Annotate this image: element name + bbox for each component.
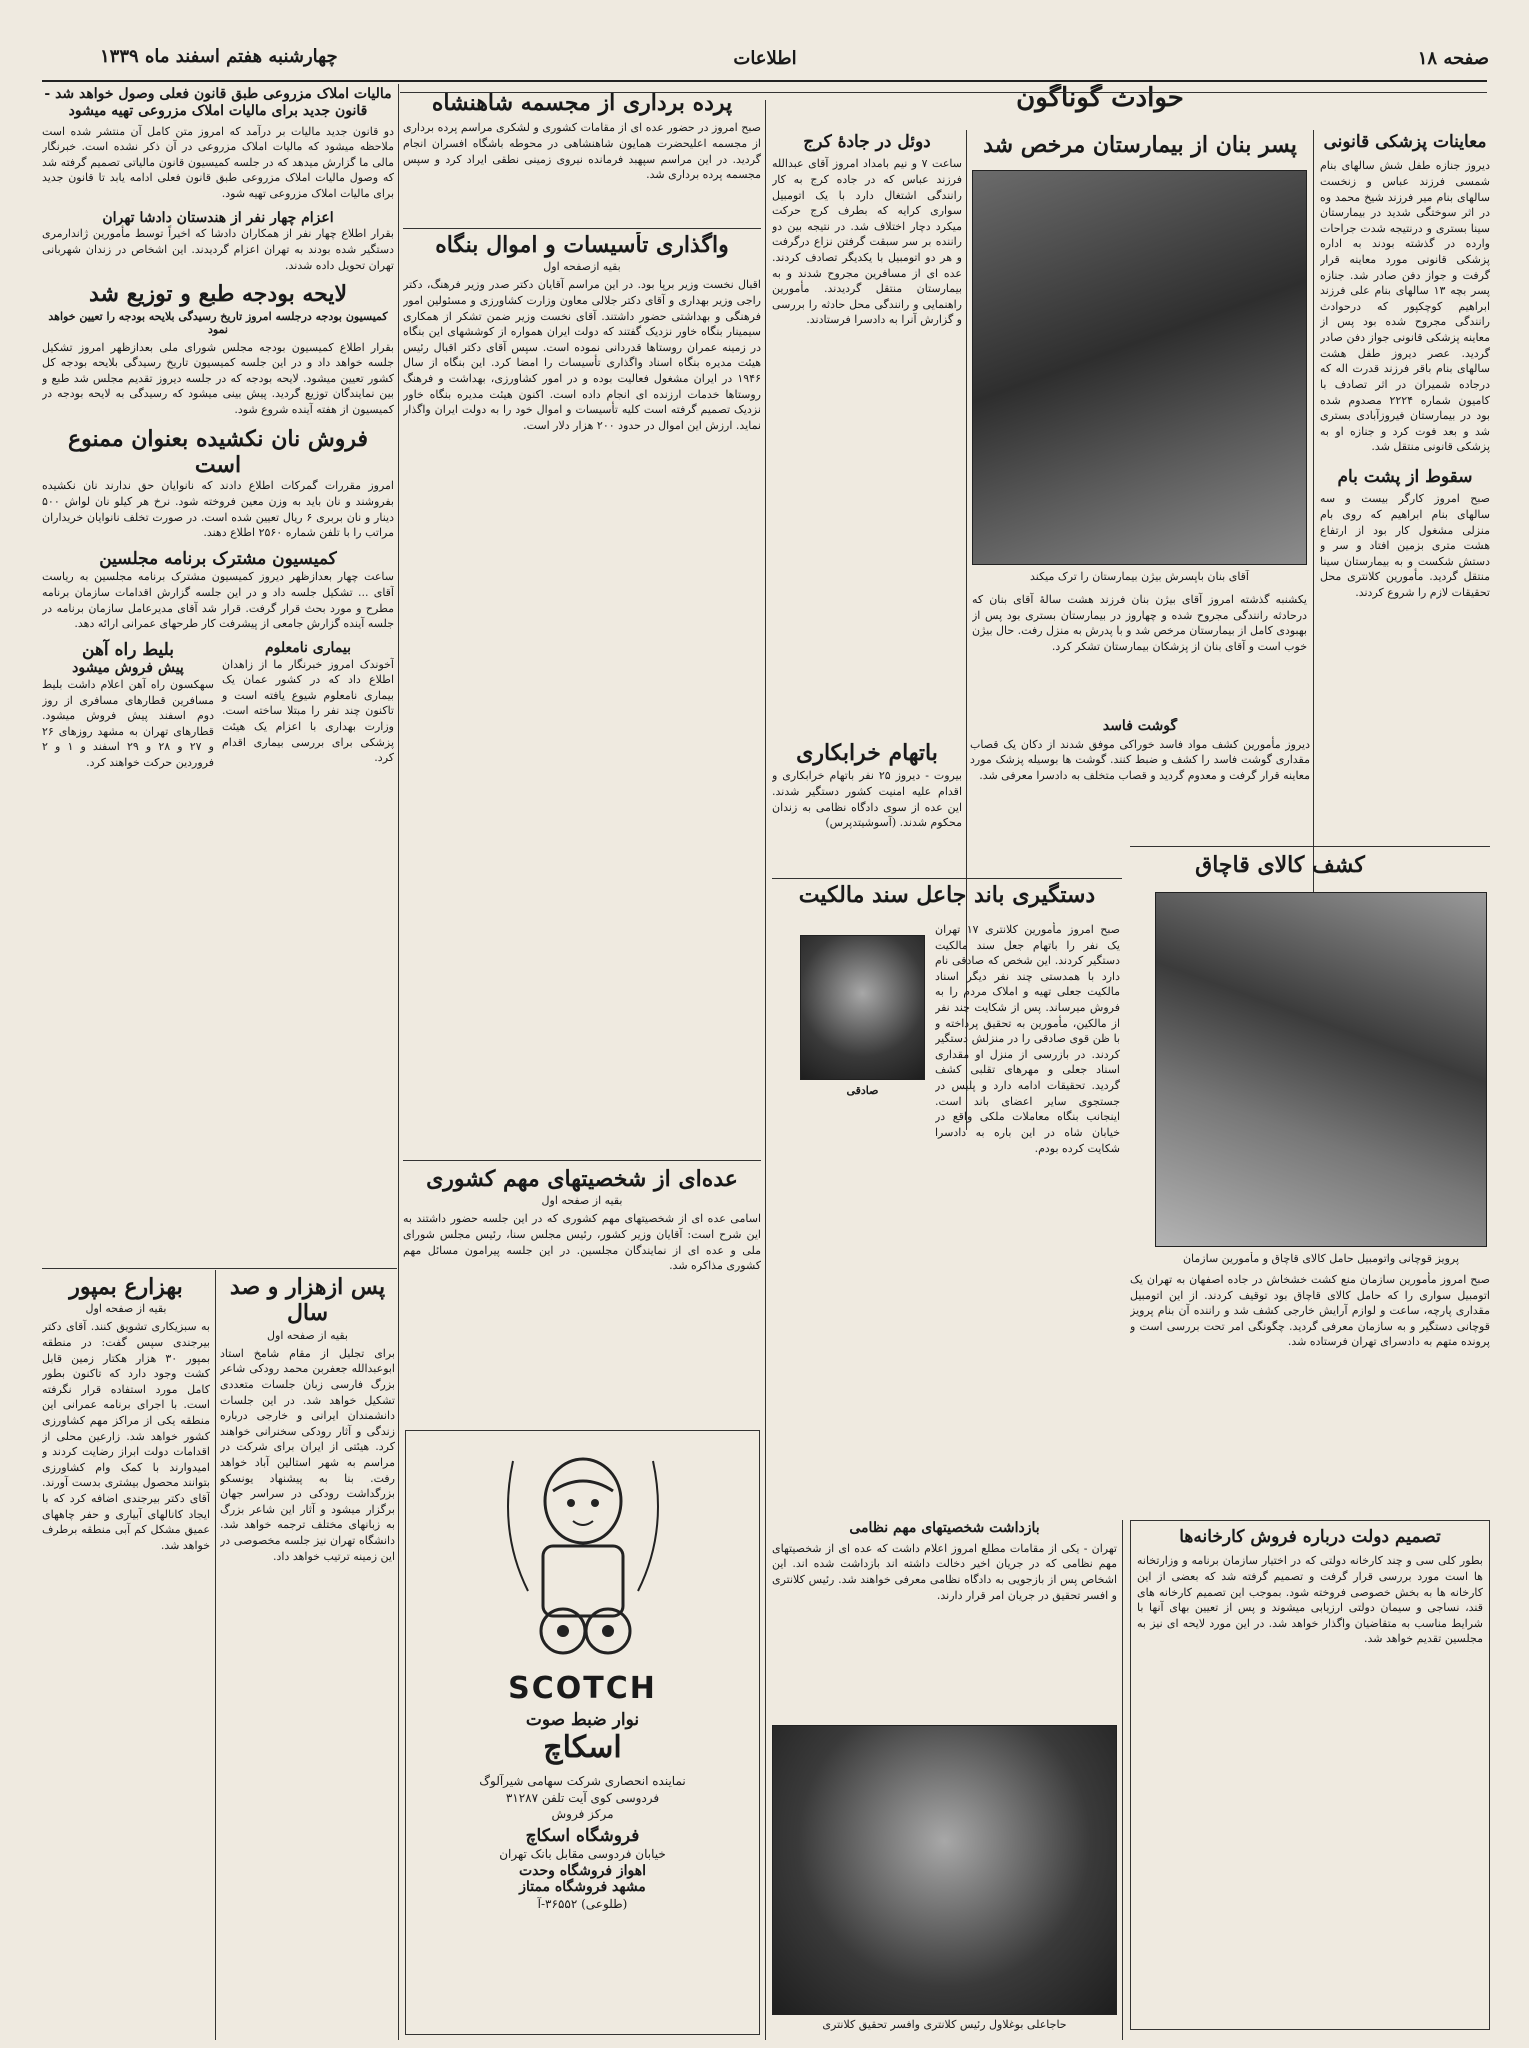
page-number: صفحه ۱۸ xyxy=(1417,48,1489,69)
officials-caption: حاجاعلی بوغلاول رئیس کلانتری وافسر تحقیق کلانتری xyxy=(822,2018,1067,2031)
rotten-meat-title: گوشت فاسد xyxy=(1102,718,1178,734)
joint-commission-body: ساعت چهار بعدازظهر دیروز کمیسیون مشترک برنامه مجلسین به ریاست آقای ... تشکیل جلسه داد و در این جلسه گزارش اقدامات سازمان برنامه مطرح و مورد بحث قرار گرفت. قرار شد آقای مدیرعامل سازمان برنامه در جلسه آینده گزارش جامعی از پیشرفت کار طرحهای عمرانی ارائه دهد. xyxy=(42,570,394,631)
disease-title: بیماری نامعلوم xyxy=(264,639,352,656)
roof-fall-body: صبح امروز کارگر بیست و سه سالهای بنام ابراهیم که روی بام منزلی مشغول کار بود از ارتفاع هشت متری بزمین افتاد و سر و دستش شکست و به بیمارستان سینا منتقل گردید. مأمورین کلانتری محل تحقیقات لازم را شروع کردند. xyxy=(1320,492,1490,600)
taxes-title: مالیات املاک مزروعی طبق قانون فعلی وصول خواهد شد - قانون جدید برای مالیات املاک مزروعی تهیه میشود xyxy=(44,86,392,119)
ticket-box xyxy=(42,640,214,771)
rotten-meat-article xyxy=(970,718,1310,848)
suspect-caption: صادقی xyxy=(846,1084,879,1097)
column-rule xyxy=(215,1270,216,2040)
bottom-pair xyxy=(42,640,394,771)
section-rule xyxy=(42,1268,397,1269)
personalities-body: اسامی عده ای از شخصیتهای مهم کشوری که در این جلسه حضور داشتند به این شرح است: آقایان وزیر کشور، رئیس مجلس سنا، رئیس مجلس شورای ملی و عده ای از نمایندگان مجلسین. در این جلسه پیرامون مسائل مهم کشوری مذاکره شد. xyxy=(403,1212,761,1273)
officials-photo xyxy=(772,1725,1117,2015)
fraud-title: باتهام خرابکاری xyxy=(796,740,938,766)
ad-store: فروشگاه اسکاچ xyxy=(525,1825,640,1846)
disease-body: آخوندک امروز خبرنگار ما از زاهدان اطلاع داد که در کشور عمان یک بیماری نامعلوم شیوع یافته است و تاکنون چند نفر را مبتلا ساخته است. وزارت بهداری با اعزام یک هیئت پزشکی برای بررسی بیماری اقدام کرد. xyxy=(222,657,394,765)
ad-line-2: مرکز فروش xyxy=(551,1806,614,1821)
fraud-article xyxy=(772,740,962,880)
ad-line-3: خیابان فردوسی مقابل بانک تهران xyxy=(499,1847,666,1862)
ad-phone-tag: (طلوعی) ۳۶۵۵۲-آ xyxy=(537,1897,628,1912)
officials-body: تهران - یکی از مقامات مطلع امروز اعلام داشت که عده ای از شخصیتهای مهم نظامی که در جریان اخیر دخالت داشته اند بازداشت شده اند. این اشخاص پس از بازجویی به دادگاه نظامی معرفی خواهند شد. رئیس کلانتری و افسر تحقیق در جریان امر قرار دارند. xyxy=(772,1541,1117,1602)
events-banner: حوادث گوناگون xyxy=(1016,84,1184,113)
personalities-sub: بقیه از صفحه اول xyxy=(541,1194,623,1208)
bank-transfer-title: واگذاری تأسیسات و اموال بنگاه xyxy=(435,232,729,258)
brand-latin: SCOTCH xyxy=(508,1671,657,1706)
centenary-article xyxy=(220,1274,395,2034)
brand-fa: اسکاچ xyxy=(543,1730,622,1766)
column-rule xyxy=(398,84,399,2040)
bank-transfer-article xyxy=(403,232,761,1152)
ad-importer: نماینده انحصاری شرکت سهامی شیرآلوگ xyxy=(479,1774,686,1789)
contraband-title: کشف کالای قاچاق xyxy=(1195,852,1365,878)
bampoor-body: به سبزیکاری تشویق کنند. آقای دکتر بیرجندی سپس گفت: در منطقه بمپور ۳۰ هزار هکتار زمین قابل کشت وجود دارد که تاکنون بطور کامل مورد استفاده قرار نگرفته است. با اجرای برنامه عمرانی این منطقه یکی از مراکز مهم کشاورزی کشور خواهد شد. زارعین محلی از اقدامات دولت ابراز رضایت کردند و امیدوارند با کمک وام کشاورزی بتوانند محصول بیشتری بدست آورند. آقای دکتر بیرجندی اضافه کرد که با ایجاد کانالهای آبیاری و حفر چاههای عمیق مشکل کم آبی منطقه برطرف خواهد شد. xyxy=(42,1320,210,1552)
unveiling-article xyxy=(403,90,761,225)
bampoor-sub: بقیه از صفحه اول xyxy=(85,1302,167,1316)
column-rule xyxy=(765,100,766,2040)
personalities-title: عده‌ای از شخصیتهای مهم کشوری xyxy=(426,1166,738,1192)
masthead-rule xyxy=(42,80,1487,82)
ad-line-4: اهواز فروشگاه وحدت xyxy=(518,1862,647,1879)
section-rule xyxy=(772,878,1122,879)
unveiling-body: صبح امروز در حضور عده ای از مقامات کشوری و لشکری مراسم پرده برداری از مجسمه اعلیحضرت همایون شاهنشاهی در محوطه باشگاه افسران انجام گردید. در این مراسم سپهبد فرمانده نیروی زمینی نطقی ایراد کرد و سپس مجسمه پرده برداری شد. xyxy=(403,121,761,182)
section-rule xyxy=(403,228,761,229)
budget-body: بقرار اطلاع کمیسیون بودجه مجلس شورای ملی بعدازظهر امروز تشکیل جلسه خواهد داد و در این جلسه کمیسیون تاریخ رسیدگی بلایحه بودجه کل کشور تعیین میشود. لایحه بودجه که در جلسه دیروز تقدیم مجلس شد طبع و بین نمایندگان توزیع گردید. پیش بینی میشود که رسیدگی به لایحه بودجه در کمیسیون از هفته آینده شروع شود. xyxy=(42,340,394,417)
bank-transfer-sub: بقیه ازصفحه اول xyxy=(543,260,621,274)
unveiling-title: پرده برداری از مجسمه شاهنشاه xyxy=(431,90,733,116)
budget-title: لایحه بودجه طبع و توزیع شد xyxy=(88,281,348,308)
banan-photo xyxy=(972,170,1307,565)
factories-title: تصمیم دولت درباره فروش کارخانه‌ها xyxy=(1179,1527,1441,1547)
banan-body: یکشنبه گذشته امروز آقای بیژن بنان فرزند هشت سالهٔ آقای بنان که درحادثه رانندگی مجروح شده و چهاروز در بیمارستان بستری بود پس از بهبودی کامل از بیمارستان مرخص شد و با پدرش به منزل رفت. حال بیژن خوب است و آقای بنان از پزشکان بیمارستان تشکر کرد. xyxy=(972,593,1307,653)
ticket-sub: پیش فروش میشود xyxy=(72,660,184,677)
column-rule xyxy=(1122,1520,1123,2040)
centenary-sub: بقیه از صفحه اول xyxy=(267,1328,348,1342)
paper-name: اطلاعات xyxy=(733,48,797,69)
suspect-photo xyxy=(800,935,925,1080)
ad-line-5: مشهد فروشگاه ممتاز xyxy=(519,1879,646,1896)
fraud-body: بیروت - دیروز ۲۵ نفر باتهام خرابکاری و اقدام علیه امنیت کشور دستگیر شدند. این عده از سوی دادگاه نظامی به زندان محکوم شدند. (آسوشیتدپرس) xyxy=(772,769,962,830)
ticket-body: سهکسون راه آهن اعلام داشت بلیط مسافرین قطارهای مسافری از روز دوم اسفند پیش فروش میشود. قطارهای تهران به مشهد روزهای ۲۶ و ۲۷ و ۲۸ و ۲۹ اسفند و ۱ و ۲ فروردین حرکت خواهند کرد. xyxy=(42,677,214,769)
ad-product: نوار ضبط صوت xyxy=(525,1710,640,1730)
section-rule xyxy=(403,1160,761,1161)
contraband-body: صبح امروز مأمورین سازمان منع کشت خشخاش در جاده اصفهان به تهران یک اتومبیل سواری را که حامل کالای قاچاق بود توقیف کردند. از این اتومبیل مقداری پارچه، ساعت و لوازم آرایش خارجی کشف شد و راننده آن بنام پرویز قوچانی دستگیر و به سازمان معرفی گردید. چگونگی امر تحت بررسی است و پرونده متهم به دادسرای تهران فرستاده شد. xyxy=(1130,1273,1490,1349)
duel-title: دوئل در جادهٔ کرج xyxy=(803,132,931,152)
contraband-photo xyxy=(1155,892,1487,1247)
issue-date: چهارشنبه هفتم اسفند ماه ۱۳۳۹ xyxy=(100,46,338,67)
centenary-title: پس ازهزار و صد سال xyxy=(229,1274,386,1327)
duel-article xyxy=(772,132,962,732)
legal-medicine-body: دیروز جنازه طفل شش سالهای بنام شمسی فرزند عباس و زنخست سالهای بنام میر فرزند شیخ محمد وه در اثر سوختگی شدید در بیمارستان سینا بستری و درنتیجه شدت جراحات وارده در گذشته بودند به اداره پزشکی قانونی مورد معاینه قرار گرفت و جواز دفن صادر شد. جنازه پسر بچه ۱۳ سالهای بنام علی فرزند ابراهیم کوچکپور که درحوادث رانندگی مجروح شده بود پس از معاینه پزشکی قانونی جواز دفن صادر گردید. عصر دیروز طفل هشت سالهای بنام باقر فرزند قدرت اله که درجاده شمیران در اثر تصادف با کامیون شماره ۲۲۲۴ مصدوم شده بود در بیمارستان فیروزآبادی بستری شد و بعد فوت کرد و جنازه او به پزشکی قانونی منتقل شد. xyxy=(1320,159,1490,454)
personalities-article xyxy=(403,1166,761,1306)
disease-box xyxy=(222,640,394,771)
joint-commission-title: کمیسیون مشترک برنامه مجلسین xyxy=(99,548,337,569)
bampoor-title: بهزارع بمپور xyxy=(69,1274,183,1300)
rotten-meat-body: دیروز مأمورین کشف مواد فاسد خوراکی موفق شدند از دکان یک قصاب مقداری گوشت فاسد را کشف و ضبط کنند. گوشت ها بوسیله پزشک مورد معاینه قرار گرفت و معدوم گردید و قصاب متخلف به دادسرا معرفی شد. xyxy=(970,737,1310,783)
ticket-title: بلیط راه آهن xyxy=(82,639,174,660)
factories-article xyxy=(1130,1520,1490,2030)
bank-transfer-body: اقبال نخست وزیر برپا بود. در این مراسم آقایان دکتر صدر وزیر فرهنگ، دکتر راجی وزیر بهداری و آقای دکتر جلالی معاون وزارت کشاورزی و مسئولین امور فرهنگی و بهداشتی حضور داشتند. آقای نخست وزیر ضمن تشکر از همکاری سیمینار بنگاه خاور نزدیک گفتند که دولت ایران همواره از کوششهای این بنگاه در زمینه عمران روستاها قدردانی نموده است. سپس آقای دکتر اقبال رئیس هیئت مدیره بنگاه اسناد واگذاری تأسیسات را امضا کرد. این بنگاه از سال ۱۹۴۶ در ایران مشغول فعالیت بوده و در امور کشاورزی، بهداشت و فرهنگ روستاها خدمات ارزنده ای انجام داده است. اکنون هیئت مدیره بنگاه خاور نزدیک تصمیم گرفته است کلیه تأسیسات و اموال خود را به دولت ایران واگذار نماید. ارزش این اموال در حدود ۲۰۰ هزار دلار است. xyxy=(403,278,761,432)
section-rule xyxy=(1130,846,1490,847)
officials-title: بازداشت شخصیتهای مهم نظامی xyxy=(849,1520,1040,1536)
deport-title: اعزام چهار نفر از هندستان دادشا تهران xyxy=(102,209,334,226)
tape-character-illustration xyxy=(483,1441,683,1671)
taxes-body: دو قانون جدید مالیات بر درآمد که امروز متن کامل آن منتشر شده است ملاحظه میشود که مالیات املاک مزروعی در آن ذکر نشده است. خبرنگار مالی ما گزارش میدهد که در جلسه کمیسیون قانون مالیاتی تصمیم گرفته شد که وصول مالیات املاک مزروعی طبق قانون فعلی ادامه یابد تا قانون جدید برای مالیات املاک مزروعی تهیه شود. xyxy=(42,124,394,201)
bread-title: فروش نان نکشیده بعنوان ممنوع است xyxy=(67,425,368,479)
forgery-title: دستگیری باند جاعل سند مالکیت xyxy=(798,882,1096,908)
budget-sub: کمیسیون بودجه درجلسه امروز تاریخ رسیدگی بلایحه بودجه را تعیین خواهد نمود xyxy=(48,309,388,336)
centenary-body: برای تجلیل از مقام شامخ استاد ابوعبدالله جعفربن محمد رودکی شاعر بزرگ فارسی زبان جلسات متعددی تشکیل خواهد شد. در این جلسات دانشمندان ایرانی و خارجی درباره زندگی و آثار رودکی سخنرانی خواهند کرد. هیئتی از ایران برای شرکت در مراسم به شهر استالین آباد خواهد رفت. بنا به پیشنهاد یونسکو بزرگداشت رودکی در سراسر جهان برگزار میشود و آثار این شاعر بزرگ به زبانهای مختلف ترجمه خواهد شد. دانشگاه تهران نیز جلسه مخصوصی در این زمینه ترتیب خواهد داد. xyxy=(220,1346,395,1563)
deport-body: بقرار اطلاع چهار نفر از همکاران دادشا که اخیراً توسط مأمورین ژاندارمری دستگیر شده بودند به تهران اعزام گردیدند. این اشخاص در زندان شهربانی تهران تحویل داده شدند. xyxy=(42,227,394,272)
contraband-caption: پرویز قوچانی واتومبیل حامل کالای قاچاق و مأمورین سازمان xyxy=(1182,1252,1460,1265)
legal-medicine-title: معاینات پزشکی قانونی xyxy=(1323,132,1487,152)
scotch-ad xyxy=(405,1430,760,2035)
bread-body: امروز مقررات گمرکات اطلاع دادند که نانوایان حق ندارند نان نکشیده بفروشند و نان باید به وزن معین فروخته شود. نرخ هر کیلو نان لواش ۵۰۰ دینار و نان بربری ۶ ریال تعیین شده است. در صورت تخلف نانوایان خریداران مراتب را با تلفن شماره ۲۵۶۰ اطلاع دهند. xyxy=(42,479,394,540)
factories-body: بطور کلی سی و چند کارخانه دولتی که در اختیار سازمان برنامه و وزارتخانه ها است مورد بررسی قرار گرفت و تصمیم گرفته شد که بعضی از این کارخانه ها به بخش خصوصی فروخته شود. بموجب این تصمیم کارخانه های قند، نساجی و سیمان دولتی ارزیابی میشوند و پس از تعیین بهای آنها با شرایط مناسب به متقاضیان واگذار خواهد شد. در این مورد لایحه ای نیز به مجلسین تقدیم خواهد شد. xyxy=(1137,1554,1483,1646)
banan-caption: آقای بنان باپسرش بیژن بیمارستان را ترک میکند xyxy=(1030,570,1249,583)
forgery-body: صبح امروز مأمورین کلانتری ۱۷ تهران یک نفر را باتهام جعل سند مالکیت دستگیر کردند. این شخص که صادقی نام دارد با همدستی چند نفر دیگر اسناد مالکیت جعلی تهیه و املاک مردم را به فروش میرساند. پس از شکایت چند نفر از مالکین، مأمورین به تحقیق پرداخته و با ظن قوی صادقی را در منزلش دستگیر کردند. در بازرسی از منزل او مقداری اسناد جعلی و مهرهای تقلبی کشف گردید. تحقیقات ادامه دارد و پلیس در جستجوی سایر اعضای باند است. اینجانب بنگاه معاملات ملکی واقع در خیابان شاه در این باره به دادسرا شکایت کرده بودم. xyxy=(935,923,1120,1155)
bampoor-article xyxy=(42,1274,210,2034)
banan-title: پسر بنان از بیمارستان مرخص شد xyxy=(983,132,1297,158)
roof-fall-title: سقوط از پشت بام xyxy=(1337,466,1473,487)
left-column xyxy=(42,86,394,1266)
duel-body: ساعت ۷ و نیم بامداد امروز آقای عبدالله فرزند عباس که در جاده کرج به کار رانندگی اشتغال دارد با یک اتومبیل سواری کرایه که بطرف کرج حرکت میکرد دچار اختلاف شد. در نتیجه بین دو راننده بر سر سبقت گرفتن نزاع درگرفت و هر دو اتومبیل با یکدیگر تصادف کردند. عده ای از مسافرین مجروح شدند و به بیمارستان منتقل گردیدند. مأمورین راهنمایی و رانندگی محل حادثه را بررسی و گزارش آنرا به دادسرا فرستادند. xyxy=(772,157,962,327)
officials-article xyxy=(772,1520,1117,1720)
ad-line-1: فردوسی کوی آیت تلفن ۳۱۲۸۷ xyxy=(505,1790,660,1805)
